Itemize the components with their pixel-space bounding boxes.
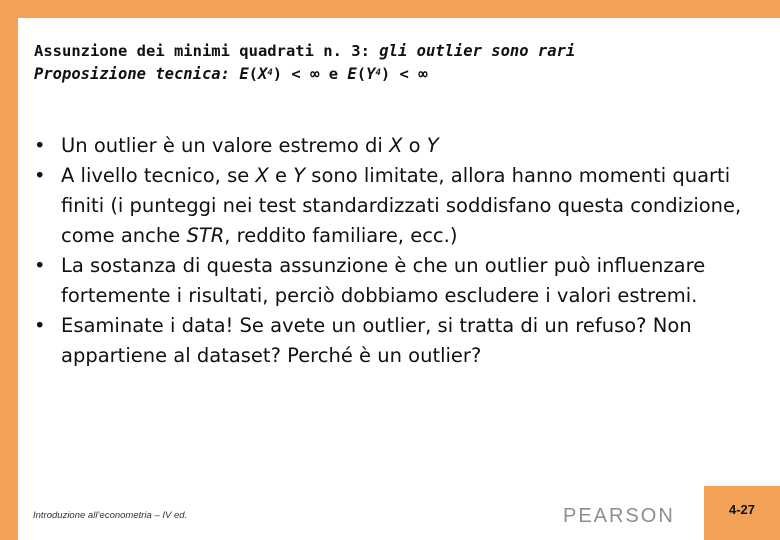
bullet-marker: • (34, 254, 46, 277)
bullet-item (34, 131, 764, 161)
title-lead: Assunzione dei minimi quadrati n. 3: (34, 42, 380, 60)
bullet-text: o (402, 134, 427, 157)
exponent-y: 4 (375, 68, 381, 78)
page-number-box (704, 486, 780, 540)
expectation-e-y: E (347, 65, 357, 83)
title-line-1 (34, 40, 734, 63)
slide-title (34, 40, 734, 86)
expectation-e: E (239, 65, 249, 83)
title-tail: ) < ∞ (380, 65, 428, 83)
title-line-2: Proposizione tecnica: $E(X^4)$ < ∞ e $E(Y^4)$ < ∞ (34, 65, 428, 83)
var-y: Y (293, 164, 306, 187)
exponent: 4 (267, 68, 273, 78)
title-italic: gli outlier sono rari (379, 42, 576, 60)
page-number: 4-27 (728, 502, 756, 517)
var-x: X (255, 164, 269, 187)
title-line-2-lead: Proposizione tecnica: (34, 65, 240, 83)
left-border (0, 0, 18, 540)
bullet-text: sono limitate, allora hanno momenti quarti finiti (i punteggi nei test standardizzati soddisfano questa condizione, come anche (61, 164, 742, 247)
bullet-text: , reddito familiare, ecc.) (224, 224, 458, 247)
var-x: X (389, 134, 403, 157)
var-x: X (258, 65, 268, 83)
bullet-text: Esaminate i data! Se avete un outlier, si tratta di un refuso? Non appartiene al dataset? Perché è un outlier? (61, 314, 692, 367)
bullet-item (34, 311, 764, 371)
bullet-text: Un outlier è un valore estremo di (61, 134, 390, 157)
bullet-marker: • (34, 314, 46, 337)
footer-book-title: Introduzione all’econometria – IV ed. (33, 510, 188, 521)
var-str: STR (186, 224, 225, 247)
pearson-logo: PEARSON (563, 505, 675, 527)
bullet-item (34, 251, 764, 311)
title-mid: ) < ∞ e (272, 65, 348, 83)
bullet-marker: • (34, 164, 46, 187)
var-y: Y (366, 65, 376, 83)
bullet-text: e (268, 164, 294, 187)
bullet-item (34, 161, 764, 251)
bullet-text: La sostanza di questa assunzione è che un outlier può influenzare fortemente i risultati, perciò dobbiamo escludere i valori estremi. (61, 254, 706, 307)
top-border (0, 0, 780, 18)
bullet-text: A livello tecnico, se (61, 164, 256, 187)
bullet-list (34, 131, 764, 371)
bullet-marker: • (34, 134, 46, 157)
var-y: Y (426, 134, 439, 157)
slide (18, 18, 780, 540)
